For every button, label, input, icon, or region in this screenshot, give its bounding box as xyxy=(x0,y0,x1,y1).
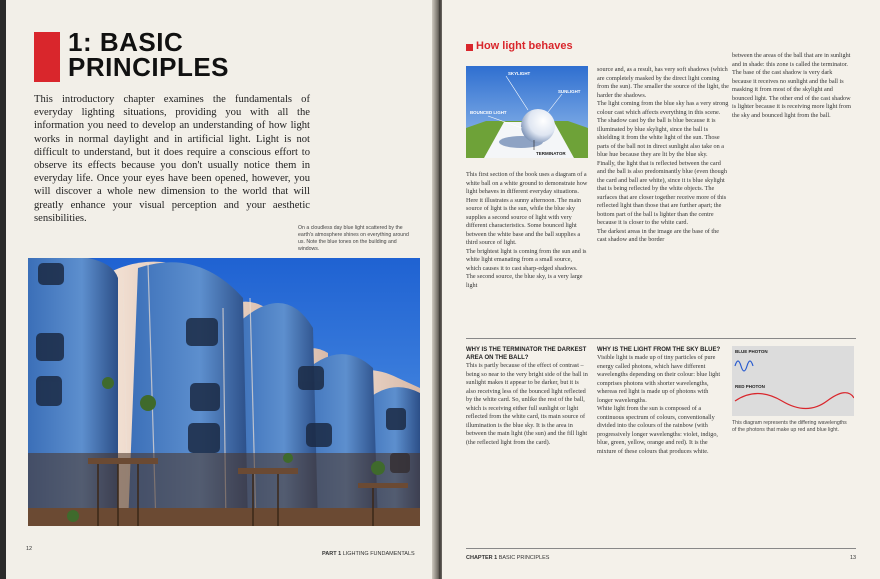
section-marker-square xyxy=(466,44,473,51)
label-bounced: BOUNCED LIGHT xyxy=(470,110,507,115)
left-page xyxy=(6,0,436,579)
footer-chapter: CHAPTER 1 xyxy=(466,555,498,561)
sidebar-sky-blue xyxy=(597,346,725,456)
chapter-title-line2: PRINCIPLES xyxy=(68,52,230,82)
running-footer-left xyxy=(322,551,415,557)
label-terminator: TERMINATOR xyxy=(536,151,566,156)
page-number-left: 12 xyxy=(26,546,33,552)
photon-caption: This diagram represents the differing wavelengths of the photons that make up red and blue light. xyxy=(732,420,847,433)
intro-paragraph: This introductory chapter examines the fundamentals of everyday lighting situations, providing you with all the information you need to develop an understanding of how light works in normal daylight and in artificial light. Light is not difficult to understand, but it does require a conscious effort to observe its effects because you don't usually notice them in everyday life. Once your eyes have been opened, however, you will discover a whole new dimension to the world that will greatly enhance your visual perception and your aesthetic sensibilities. xyxy=(34,94,310,224)
blue-photon-label: BLUE PHOTON xyxy=(735,349,768,354)
red-photon-label: RED PHOTON xyxy=(735,384,765,389)
footer-part: PART 1 xyxy=(322,551,342,557)
body-column-3: between the areas of the ball that are in sunlight and in shade: this zone is called the terminator. The base of the cast shadow is very dark because it receives no sunlight and the ball is masking it from most of the skylight and bounced light. The other end of the cast shadow is lighter because it is receiving more light from the sky and bounced light from the ball. xyxy=(732,52,851,119)
section-divider xyxy=(466,338,856,339)
sidebar-terminator-title: WHY IS THE TERMINATOR THE DARKEST AREA ON THE BALL? xyxy=(466,347,587,361)
sidebar-terminator-body: This is partly because of the effect of contrast – being so near to the very bright side of the ball in sunlight makes it appear to be darker, but it is also receiving less of the bounced light reflected by the white card. So, unlike the rest of the ball, which is receiving either full sunlight or light reflected from the white card, its main source of illumination is the blue sky. It is the area in between the main light (the sun) and the fill light (the reflected light from the card). xyxy=(466,362,588,446)
page-number-right: 13 xyxy=(850,555,857,561)
section-heading: How light behaves xyxy=(476,40,573,52)
label-skylight: SKYLIGHT xyxy=(508,71,531,76)
right-page xyxy=(442,0,880,579)
chapter-accent-bar xyxy=(34,32,60,82)
body-column-2: source and, as a result, has very soft shadows (which are completely masked by the direct light coming from the sun). The smaller the source of the light, the harder the shadows. The light coming from the blue sky has a very strong colour cast which affects everything in this scene. The shadow cast by the ball is blue because it is illuminated by blue skylight, since the ball is shielding it from the white light of the sun. Those parts of the ball not in direct sunlight also take on a blue hue because they are lit by the blue sky. Finally, the light that is reflected between the card and the ball is also predominantly blue (even though the card and ball are white), since it is blue skylight that is being reflected by the white objects. The surfaces that are closer together receive more of this reflected light than those that are further apart; the bottom part of the ball is lighter than the centre because it is closer to the white card. The darkest areas in the image are the base of the cast shadow and the border xyxy=(597,66,729,243)
footer-part-label: LIGHTING FUNDAMENTALS xyxy=(342,551,415,557)
sidebar-terminator xyxy=(466,346,588,447)
photon-wavelength-diagram xyxy=(732,346,854,416)
lighting-diagram xyxy=(466,66,588,158)
footer-rule xyxy=(466,548,856,549)
sidebar-sky-blue-title: WHY IS THE LIGHT FROM THE SKY BLUE? xyxy=(597,347,721,353)
label-sunlight: SUNLIGHT xyxy=(558,89,581,94)
chapter-title-line1: 1: BASIC xyxy=(68,27,184,57)
footer-chapter-label: BASIC PRINCIPLES xyxy=(498,555,550,561)
running-footer-right xyxy=(466,555,549,561)
chapter-title xyxy=(68,27,230,82)
photo-caption: On a cloudless day blue light scattered by the earth's atmosphere shines on everything around us. Note the blue tones on the building and windows. xyxy=(298,225,409,252)
body-column-1: This first section of the book uses a diagram of a white ball on a white ground to demonstrate how light behaves in different everyday situations. Here it illustrates a sunny afternoon. The main source of light is the sun, while the blue sky supplies a second source of light with very different characteristics. Some bounced light between the white base and the ball supplies a third source of light. The brightest light is coming from the sun and is white light emanating from a small source, which causes it to cast sharp-edged shadows. The second source, the blue sky, is a very large light xyxy=(466,171,588,289)
building-photo xyxy=(28,258,420,526)
sidebar-sky-blue-body: Visible light is made up of tiny particles of pure energy called photons, which have different wavelengths depending on their colour: blue light comprises photons with shorter wavelengths, whereas red light is made up of photons with longer wavelengths. White light from the sun is composed of a continuous spectrum of colours, conventionally divided into the colours of the rainbow (with progressively longer wavelengths: violet, indigo, blue, green, yellow, orange and red). It is the mixture of these colours that produces white. xyxy=(597,354,721,455)
